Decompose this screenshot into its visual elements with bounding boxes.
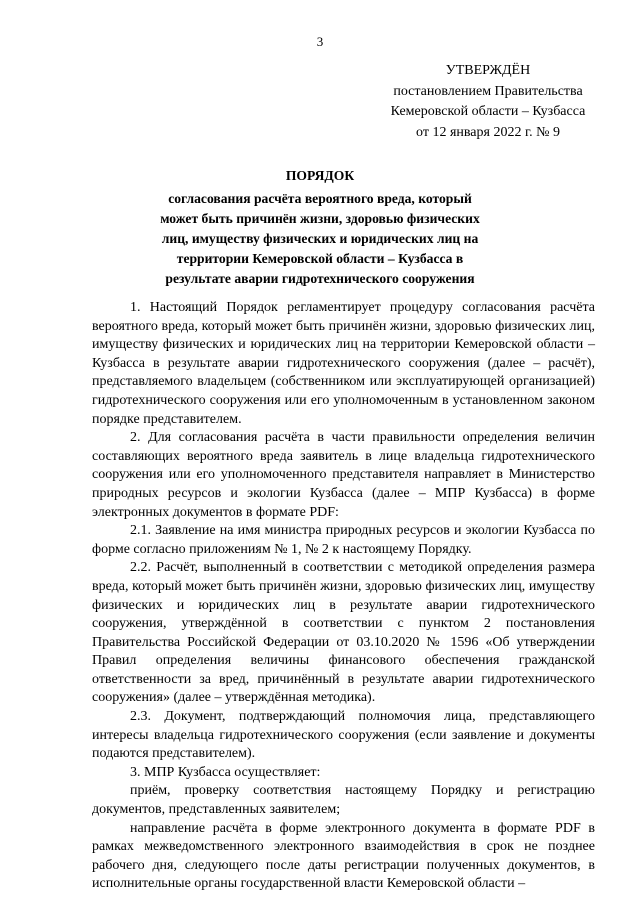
approval-line: от 12 января 2022 г. № 9 [416, 124, 560, 140]
approval-line: УТВЕРЖДЁН [445, 63, 531, 78]
approval-stamp [372, 61, 604, 143]
paragraph-1: 1. Настоящий Порядок регламентирует процедуру согласования расчёта вероятного вреда, который может быть причинён жизни, здоровью физических лиц, имуществу физических и юридических лиц на территории Кемеровской области – Кузбасса в результате аварии гидротехнического сооружения (далее – расчёт), представляемого владельцем (собственником или эксплуатирующей организацией) гидротехнического сооружения или его уполномоченным в установленном законом порядке представителем. [92, 300, 595, 427]
document-title [100, 166, 540, 289]
approval-line: Кемеровской области – Кузбасса [390, 104, 586, 119]
page-number: 3 [316, 34, 324, 49]
title-line: лиц, имуществу физических и юридических лиц на [161, 231, 479, 246]
paragraph-2-2: 2.2. Расчёт, выполненный в соответствии с методикой определения размера вреда, который может быть причинён жизни, здоровью физических лиц, имуществу физических и юридических лиц в результате аварии гидротехнического сооружения, утверждённой в соответствии с пунктом 2 постановления Правительства Российской Федерации от 03.10.2020 № 1596 «Об утверждении Правил определения величины финансового обеспечения гражданской ответственности за вред, причинённый в результате аварии гидротехнического сооружения» (далее – утверждённая методика). [92, 560, 595, 706]
paragraph-3: 3. МПР Кузбасса осуществляет: [130, 764, 321, 780]
approval-line: постановлением Правительства [393, 83, 583, 99]
title-line: результате аварии гидротехнического сооружения [165, 271, 475, 286]
title-line: территории Кемеровской области – Кузбасса в [176, 251, 464, 266]
title-line: согласования расчёта вероятного вреда, который [168, 191, 472, 206]
paragraph-3-item-1: приём, проверку соответствия настоящему Порядку и регистрацию документов, представленных заявителем; [92, 783, 595, 818]
document-body [92, 299, 595, 894]
title-heading: ПОРЯДОК [285, 168, 355, 183]
paragraph-2-1: 2.1. Заявление на имя министра природных ресурсов и экологии Кузбасса по форме согласно приложениям № 1, № 2 к настоящему Порядку. [92, 523, 595, 557]
title-line: может быть причинён жизни, здоровью физических [160, 211, 480, 226]
paragraph-3-item-2: направление расчёта в форме электронного документа в формате PDF в рамках межведомственного электронного взаимодействия в срок не позднее рабочего дня, следующего после даты регистрации полученных документов, в исполнительные органы государственной власти Кемеровской области – [92, 820, 595, 892]
paragraph-2-3: 2.3. Документ, подтверждающий полномочия лица, представляющего интересы владельца гидротехнического сооружения (если заявление и документы подаются представителем). [92, 709, 595, 762]
paragraph-2: 2. Для согласования расчёта в части правильности определения величин составляющих вероятного вреда заявитель в лице владельца гидротехнического сооружения или его уполномоченного представителя направляет в Министерство природных ресурсов и экологии Кузбасса (далее – МПР Кузбасса) в форме электронных документов в формате PDF: [92, 430, 595, 520]
